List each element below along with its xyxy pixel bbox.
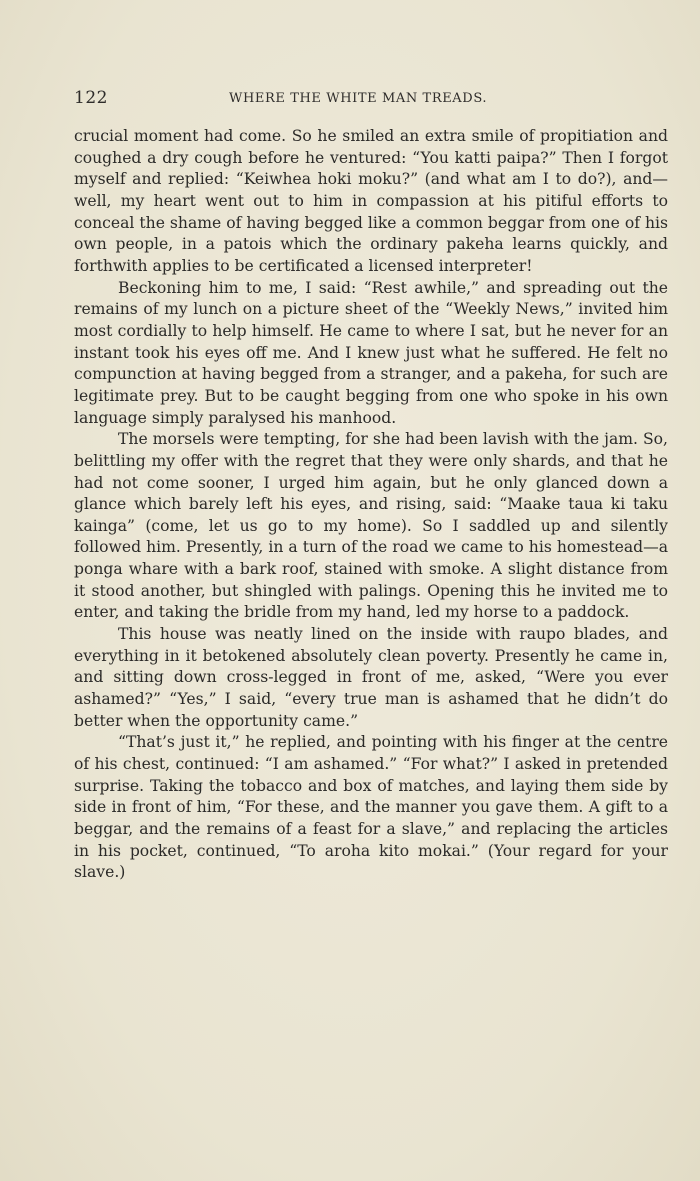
page-header (74, 88, 668, 112)
page-number: 122 (74, 88, 108, 108)
paragraph-5: “That’s just it,” he replied, and pointing with his finger at the centre of his chest, continued: “I am ashamed.” “For what?” I asked in pretended surprise. Taking the tobacco and box of matches, and laying them side by side in front of him, “For these, and the manner you gave them. A gift to a beggar, and the remains of a feast for a slave,” and replacing the articles in his pocket, continued, “To aroha kito mokai.” (Your regard for your slave.) (74, 733, 668, 882)
paragraph-1: crucial moment had come. So he smiled an extra smile of propitiation and coughed a dry cough before he ventured: “You katti paipa?” Then I forgot myself and replied: “Keiwhea hoki moku?” (and what am I to do?), and—well, my heart went out to him in compassion at his pitiful efforts to conceal the shame of having begged like a common beggar from one of his own people, in a patois which the ordinary pakeha learns quickly, and forthwith applies to be certificated a licensed interpreter! (74, 127, 668, 275)
paragraph-2: Beckoning him to me, I said: “Rest awhile,” and spreading out the remains of my lunch on a picture sheet of the “Weekly News,” invited him most cordially to help himself. He came to where I sat, but he never for an instant took his eyes off me. And I knew just what he suffered. He felt no compunction at having begged from a stranger, and a pakeha, for such are legitimate prey. But to be caught begging from one who spoke in his own language simply paralysed his manhood. (74, 278, 668, 427)
running-title: WHERE THE WHITE MAN TREADS. (229, 91, 488, 106)
body-text (74, 126, 668, 884)
paragraph-4: This house was neatly lined on the inside with raupo blades, and everything in it betokened absolutely clean poverty. Presently he came in, and sitting down cross-legged in front of me, asked, “Were you ever ashamed?” “Yes,” I said, “every true man is ashamed that he didn’t do better when the opportunity came.” (74, 625, 668, 730)
paragraph-3: The morsels were tempting, for she had been lavish with the jam. So, belittling my offer with the regret that they were only shards, and that he had not come sooner, I urged him again, but he only glanced down a glance which barely left his eyes, and rising, said: “Maake taua ki taku kainga” (come, let us go to my home). So I saddled up and silently followed him. Presently, in a turn of the road we came to his homestead—a ponga whare with a bark roof, stained with smoke. A slight distance from it stood another, but shingled with palings. Opening this he invited me to enter, and taking the bridle from my hand, led my horse to a paddock. (74, 430, 668, 622)
